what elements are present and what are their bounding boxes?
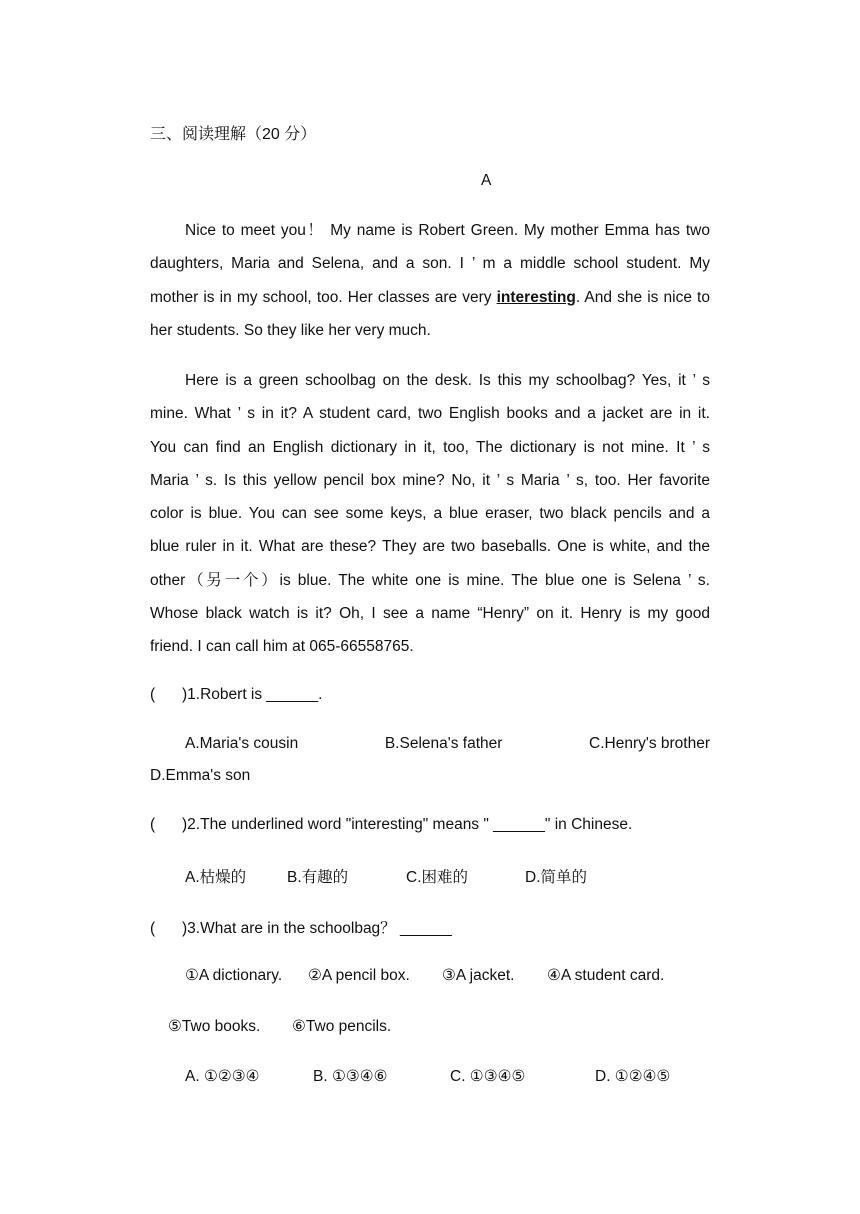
question-3: ( )3.What are in the schoolbag？ ______: [150, 920, 452, 937]
answer-blank[interactable]: (: [150, 920, 156, 937]
passage-paragraph-2: [150, 364, 710, 664]
question-3-options: [185, 1067, 670, 1086]
option-c[interactable]: C.Henry's brother: [589, 735, 710, 752]
paragraph-line: her students. So they like her very much.: [150, 321, 431, 339]
option-a[interactable]: A.Maria's cousin: [185, 735, 299, 752]
paragraph-line: daughters, Maria and Selena, and a son. I ’ m a middle school student. My: [150, 255, 710, 273]
question-stem: 3.What are in the schoolbag？ ______: [187, 920, 452, 937]
paragraph-line: Here is a green schoolbag on the desk. Is this my schoolbag? Yes, it ’ s: [185, 372, 710, 389]
paragraph-line: mother is in my school, too. Her classes are very interesting. And she is nice to: [150, 288, 710, 306]
paragraph-line: color is blue. You can see some keys, a blue eraser, two black pencils and a: [150, 505, 710, 523]
option-a[interactable]: A. ①②③④: [185, 1068, 260, 1085]
option-b[interactable]: B.有趣的: [287, 869, 349, 886]
question-2-options: [185, 865, 587, 887]
paragraph-line: other（另一个）is blue. The white one is mine. The blue one is Selena ’ s.: [150, 571, 710, 589]
question-3-items: [185, 966, 664, 985]
option-c[interactable]: C.困难的: [406, 869, 469, 886]
question-stem: 2.The underlined word "interesting" means " ______" in Chinese.: [187, 816, 633, 833]
option-b[interactable]: B.Selena's father: [384, 735, 503, 752]
question-3-items-2: [168, 1017, 391, 1036]
item-3: ③A jacket.: [442, 967, 515, 984]
option-d[interactable]: D.简单的: [525, 869, 588, 886]
item-5: ⑤Two books.: [168, 1018, 261, 1035]
question-2: ( )2.The underlined word "interesting" means " ______" in Chinese.: [150, 816, 633, 833]
underlined-word: interesting: [496, 288, 576, 306]
answer-blank[interactable]: (: [150, 816, 156, 833]
paragraph-line: Maria ’ s. Is this yellow pencil box mine? No, it ’ s Maria ’ s, too. Her favorite: [150, 471, 710, 489]
passage-label: A: [481, 172, 492, 189]
question-1-options: [185, 735, 710, 753]
option-d[interactable]: D. ①②④⑤: [595, 1068, 671, 1085]
option-b[interactable]: B. ①③④⑥: [313, 1068, 388, 1085]
paragraph-line: blue ruler in it. What are these? They are two baseballs. One is white, and the: [150, 538, 710, 556]
paragraph-line: Whose black watch is it? Oh, I see a name “Henry” on it. Henry is my good: [150, 605, 710, 623]
paragraph-line: Nice to meet you！ My name is Robert Green. My mother Emma has two: [185, 222, 710, 239]
question-1: ( )1.Robert is ______.: [150, 686, 323, 703]
item-1: ①A dictionary.: [185, 967, 283, 984]
item-6: ⑥Two pencils.: [292, 1018, 392, 1035]
paragraph-line: friend. I can call him at 065-66558765.: [150, 638, 414, 656]
answer-blank[interactable]: (: [150, 686, 156, 703]
section-title: 三、阅读理解（20 分）: [150, 126, 317, 143]
passage-paragraph-1: [150, 214, 710, 347]
option-c[interactable]: C. ①③④⑤: [450, 1068, 526, 1085]
item-4: ④A student card.: [547, 967, 665, 984]
option-d[interactable]: D.Emma's son: [150, 767, 251, 784]
paragraph-line: You can find an English dictionary in it, too, The dictionary is not mine. It ’ s: [150, 438, 710, 456]
question-stem: 1.Robert is ______.: [187, 686, 323, 703]
item-2: ②A pencil box.: [308, 967, 410, 984]
option-a[interactable]: A.枯燥的: [185, 869, 247, 886]
paragraph-line: mine. What ’ s in it? A student card, two English books and a jacket are in it.: [150, 405, 710, 423]
